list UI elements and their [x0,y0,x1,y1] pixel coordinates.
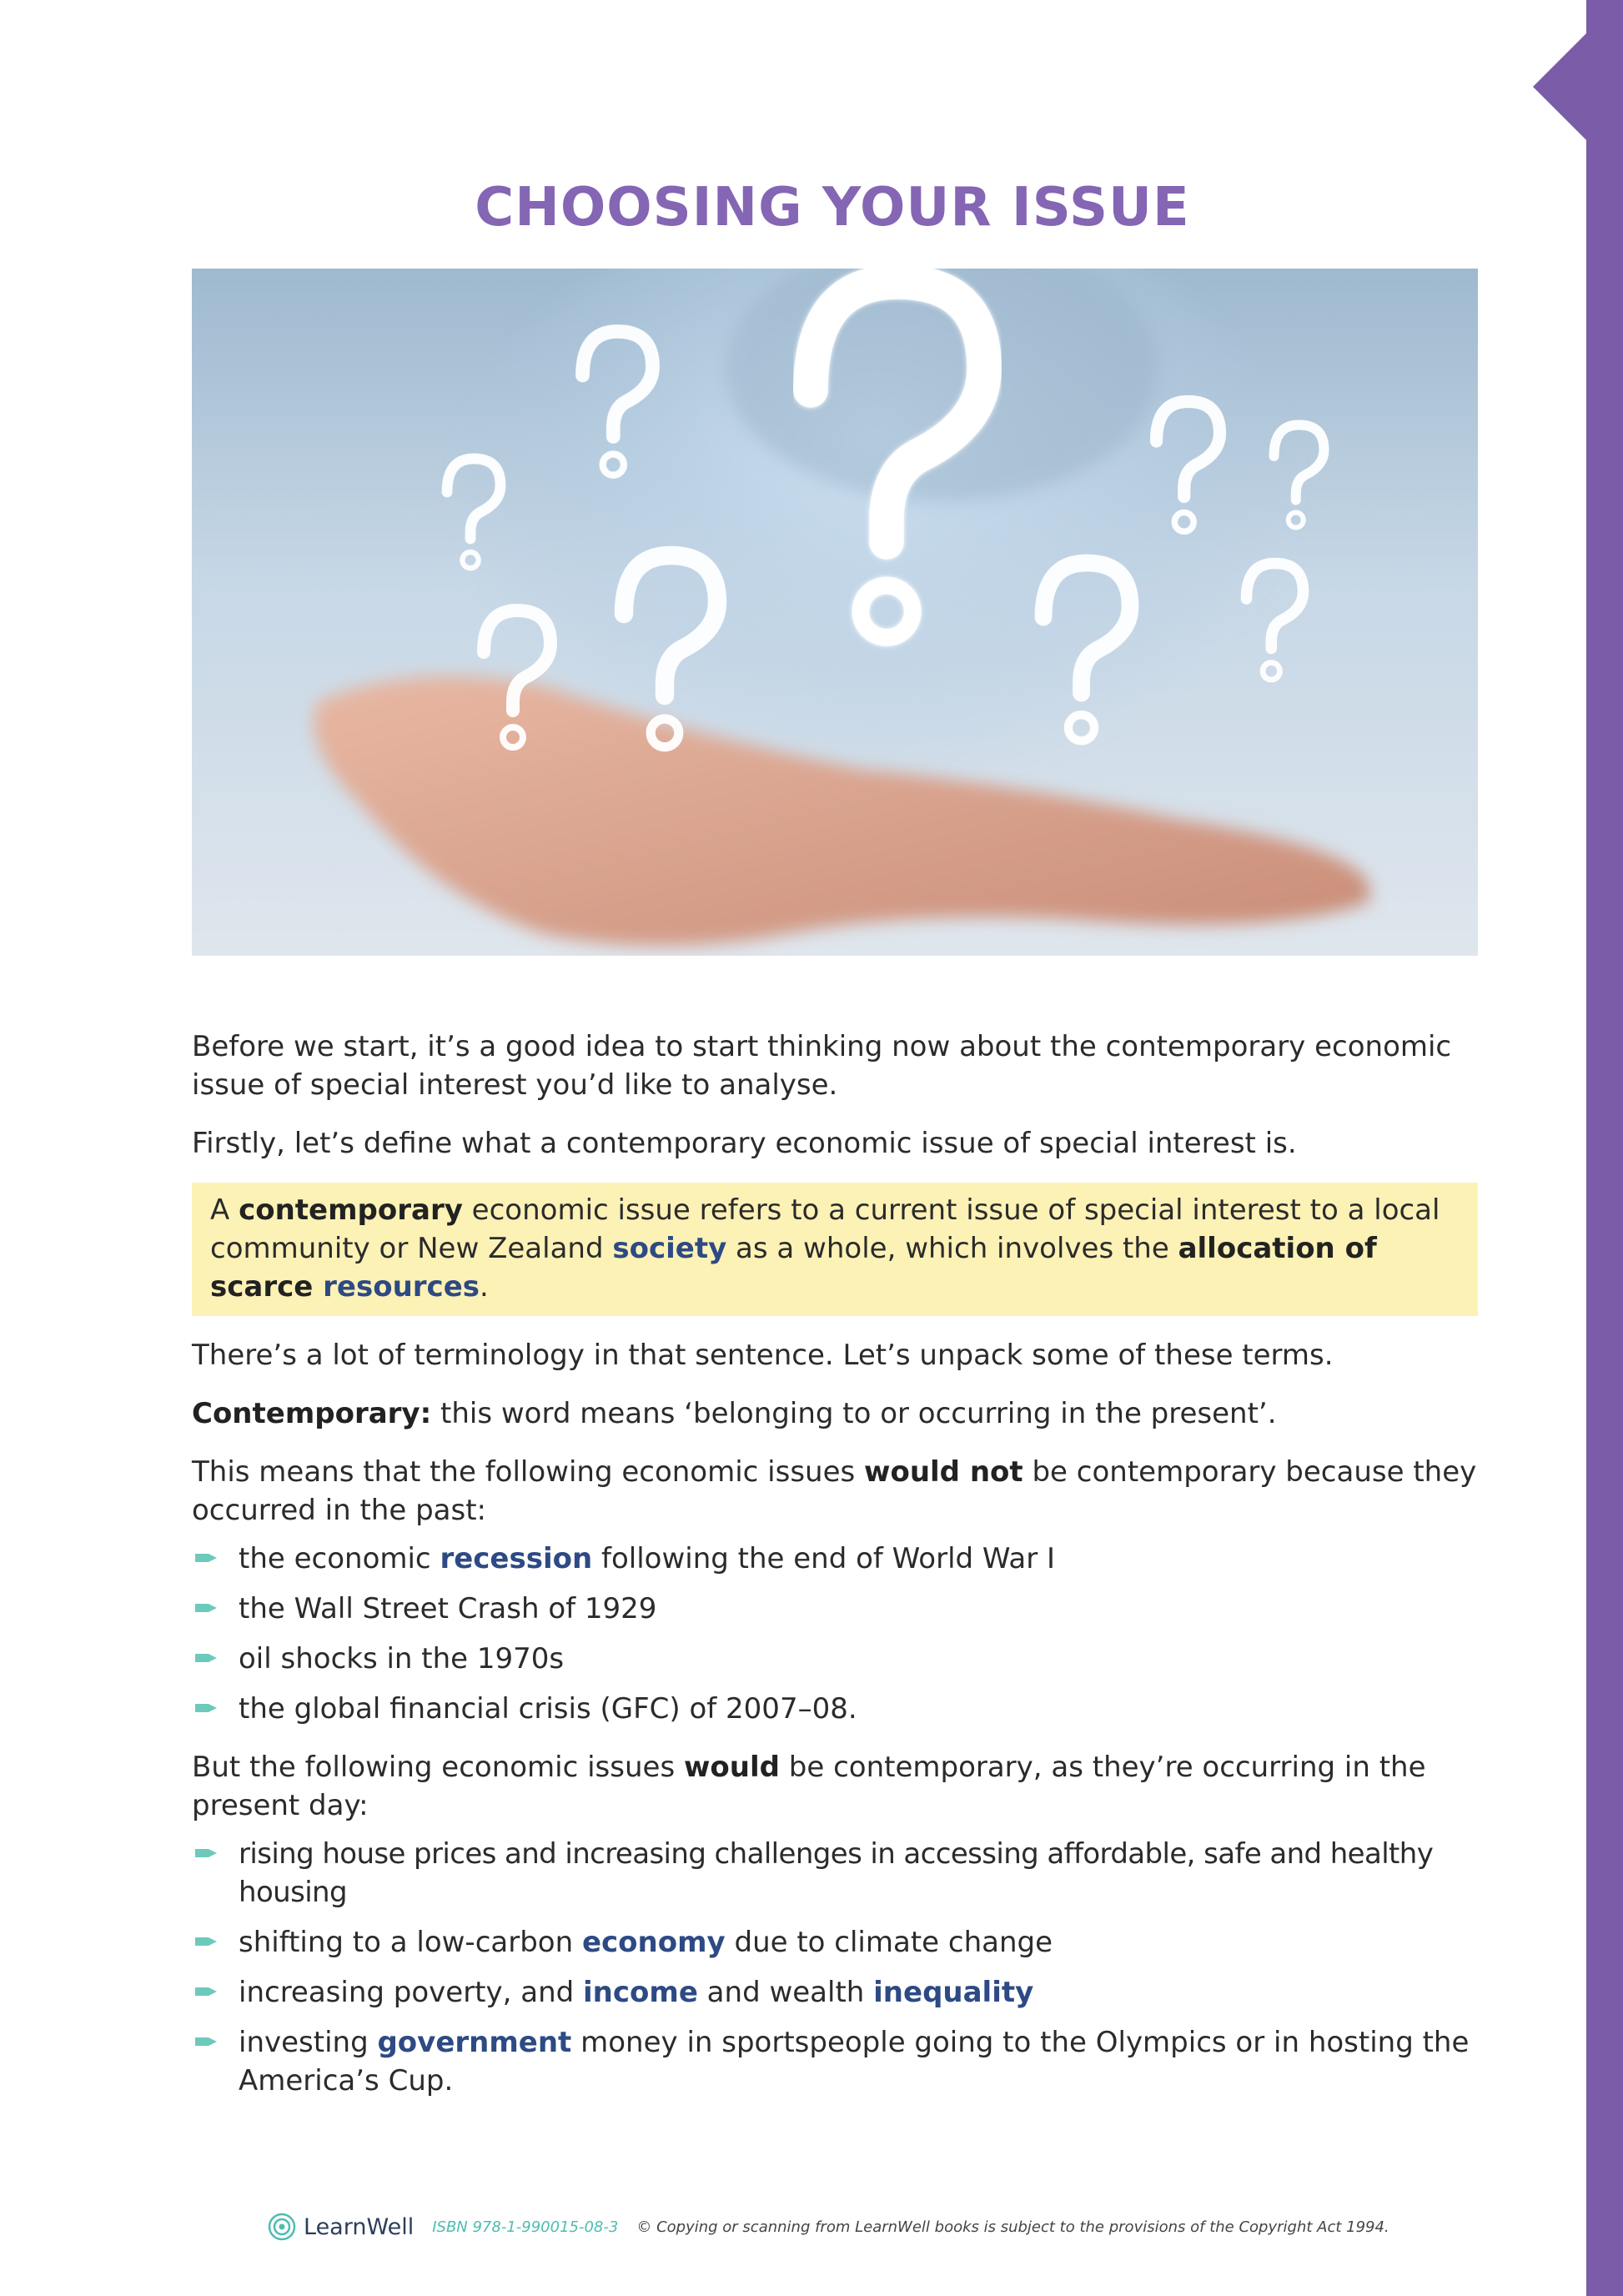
text: increasing poverty, and [239,1976,584,2009]
glossary-term-society: society [612,1232,727,1265]
bullet-arrow-icon [195,1551,217,1565]
past-issues-list [192,1540,1478,1728]
bullet-arrow-icon [195,2035,217,2048]
copyright-notice: © Copying or scanning from LearnWell books is subject to the provisions of the Copyright Act 1994. [636,2218,1389,2236]
side-tab-marker [1533,33,1586,140]
bullet-arrow-icon [195,1935,217,1948]
definition-text: A [210,1193,239,1227]
text: due to climate change [725,1926,1053,1959]
not-contemporary-intro [192,1453,1478,1530]
main-content [192,1027,1478,2120]
list-item [192,1923,1478,1962]
glossary-term-inequality: inequality [873,1976,1034,2009]
term-label: Contemporary: [192,1397,432,1430]
list-item [192,1540,1478,1578]
unpack-paragraph: There’s a lot of terminology in that sentence. Let’s unpack some of these terms. [192,1339,1334,1372]
page-title: CHOOSING YOUR ISSUE [475,177,1190,239]
list-item [192,1640,1478,1678]
intro-paragraph-2: Firstly, let’s define what a contemporary economic issue of special interest is. [192,1127,1297,1160]
text: the Wall Street Crash of 1929 [239,1592,657,1625]
list-item [192,1973,1478,2012]
text: money in sportspeople going to the Olympics or in hosting the America’s Cup. [239,2026,1470,2098]
contemporary-definition [192,1394,1478,1433]
definition-text: as a whole, which involves the [726,1232,1178,1265]
term-definition: this word means ‘belonging to or occurring in the present’. [431,1397,1277,1430]
glossary-term-resources: resources [323,1270,480,1304]
emphasis-would-not: would not [864,1455,1023,1489]
text: be contemporary, as they’re occurring in the present day: [192,1751,1426,1822]
term-contemporary: contemporary [239,1193,463,1227]
list-item [192,1590,1478,1628]
text: This means that the following economic issues [192,1455,865,1489]
text: But the following economic issues [192,1751,684,1784]
present-issues-list [192,1835,1478,2100]
text: and wealth [697,1976,874,2009]
side-accent-bar [1586,0,1623,2296]
text: following the end of World War I [592,1542,1056,1575]
text: investing [239,2026,378,2059]
bullet-arrow-icon [195,1701,217,1715]
brand-name: LearnWell [304,2213,415,2240]
text: shifting to a low-carbon [239,1926,582,1959]
page-footer [267,2210,1389,2243]
list-item [192,1835,1478,1912]
list-item [192,2023,1478,2100]
bullet-arrow-icon [195,1846,217,1860]
list-item [192,1690,1478,1728]
text: oil shocks in the 1970s [239,1642,565,1676]
learnwell-logo-icon [267,2212,297,2242]
glossary-term-economy: economy [581,1926,726,1959]
hero-image-question-marks [192,269,1478,956]
emphasis-would: would [683,1751,780,1784]
bullet-arrow-icon [195,1601,217,1615]
isbn: ISBN 978-1-990015-08-3 [432,2218,619,2236]
glossary-term-government: government [377,2026,572,2059]
bullet-arrow-icon [195,1651,217,1665]
definition-text: economic issue refers to a current issue of special interest to a local community or New Zealand [210,1193,1440,1265]
contemporary-intro [192,1748,1478,1825]
definition-text: . [480,1270,489,1304]
bullet-arrow-icon [195,1985,217,1998]
text: rising house prices and increasing challenges in accessing affordable, safe and healthy housing [239,1837,1434,1909]
glossary-term-income: income [583,1976,698,2009]
text: the economic [239,1542,440,1575]
text: be contemporary because they occurred in the past: [192,1455,1477,1527]
term-allocation: allocation of scarce [210,1232,1377,1304]
glossary-term-recession: recession [440,1542,593,1575]
text: the global financial crisis (GFC) of 2007–08. [239,1692,857,1726]
definition-box [192,1183,1478,1316]
intro-paragraph-1: Before we start, it’s a good idea to start thinking now about the contemporary economic issue of special interest you’d like to analyse. [192,1030,1452,1102]
